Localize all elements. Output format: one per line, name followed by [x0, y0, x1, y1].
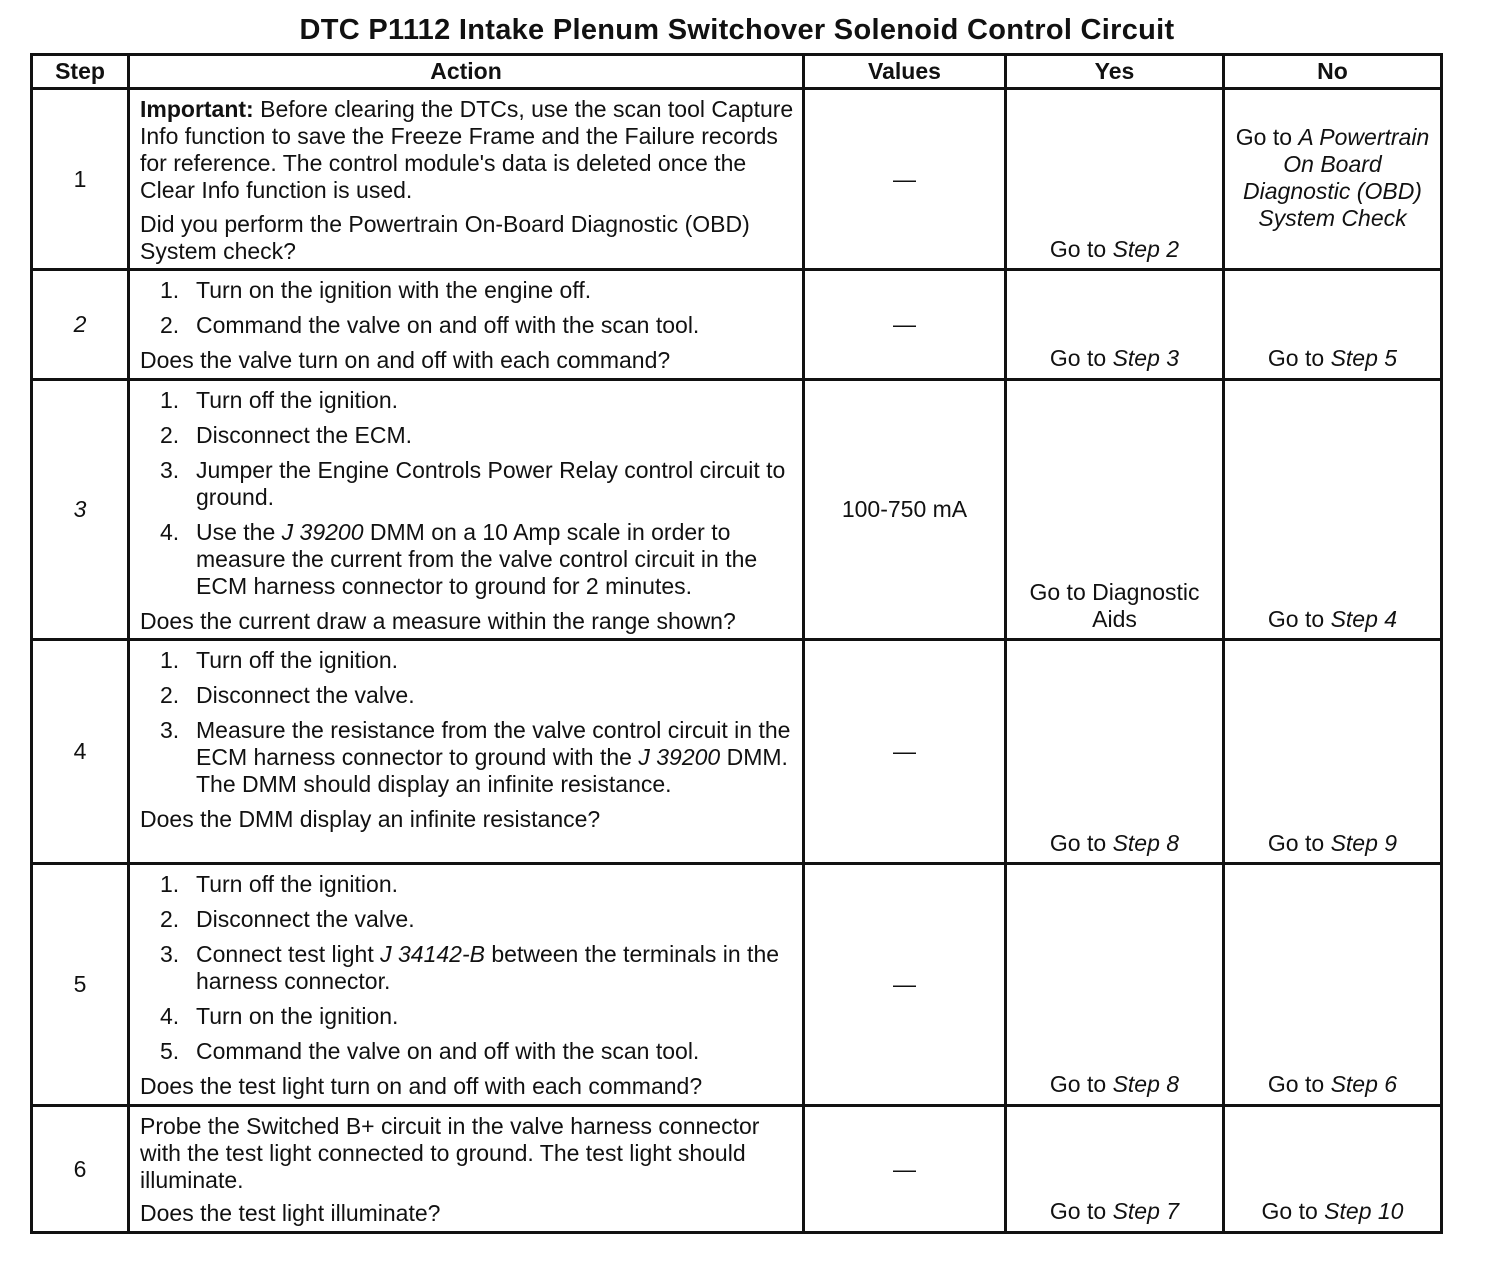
- values-cell: —: [804, 270, 1006, 380]
- action-cell: [129, 380, 804, 640]
- table-row: [32, 1105, 1442, 1233]
- yes-cell: [1006, 1105, 1224, 1233]
- table-row: [32, 380, 1442, 640]
- action-step-item: 3. Measure the resistance from the valve control circuit in the ECM harness connector to ground with the J 39200 DMM. The DMM should display an infinite resistance.: [160, 717, 791, 798]
- action-step-item: 2. Disconnect the valve.: [160, 682, 415, 709]
- document-title: DTC P1112 Intake Plenum Switchover Solenoid Control Circuit: [299, 14, 1175, 46]
- action-steps: [140, 387, 794, 599]
- header-values: Values: [804, 55, 1006, 89]
- action-step-item: 2. Disconnect the valve.: [160, 906, 415, 933]
- values-cell: —: [804, 640, 1006, 864]
- header-no: No: [1224, 55, 1442, 89]
- yes-step-link[interactable]: Step 8: [1112, 1070, 1180, 1097]
- no-step-link[interactable]: Step 9: [1330, 829, 1398, 856]
- action-step-item: 3. Jumper the Engine Controls Power Relay control circuit to ground.: [160, 456, 786, 510]
- action-question: Does the test light illuminate?: [140, 1200, 441, 1227]
- action-cell: [129, 89, 804, 270]
- no-prefix: Go to: [1267, 345, 1325, 372]
- no-prefix: Go to: [1267, 1070, 1325, 1097]
- action-question: Does the DMM display an infinite resistance?: [140, 805, 601, 832]
- values-cell: —: [804, 864, 1006, 1105]
- no-step-link[interactable]: Step 6: [1330, 1070, 1398, 1097]
- action-question: Did you perform the Powertrain On-Board Diagnostic (OBD) System check?: [140, 210, 750, 264]
- action-step-item: 4. Turn on the ignition.: [160, 1003, 399, 1030]
- important-note: [140, 96, 794, 204]
- action-steps: [140, 277, 794, 339]
- tool-reference: J 34142-B: [380, 941, 485, 968]
- table-row: [32, 89, 1442, 270]
- action-step-item: 5. Command the valve on and off with the scan tool.: [160, 1037, 700, 1064]
- values-cell: —: [804, 1105, 1006, 1233]
- action-cell: [129, 864, 804, 1105]
- no-step-link[interactable]: Step 4: [1330, 605, 1398, 632]
- action-cell: [129, 640, 804, 864]
- tool-reference: J 39200: [281, 518, 364, 545]
- action-step-item: 1. Turn off the ignition.: [160, 647, 399, 674]
- action-question: Does the valve turn on and off with each command?: [140, 347, 671, 374]
- yes-step-link[interactable]: Step 2: [1112, 235, 1180, 262]
- diagnostic-table: [30, 53, 1443, 1234]
- action-cell: [129, 270, 804, 380]
- no-cell: [1224, 89, 1442, 270]
- header-action: Action: [129, 55, 804, 89]
- action-question: Does the test light turn on and off with each command?: [140, 1072, 703, 1099]
- action-question: Does the current draw a measure within the range shown?: [140, 607, 736, 634]
- no-cell: [1224, 640, 1442, 864]
- step-number: 6: [32, 1105, 129, 1233]
- step-number: 3: [32, 380, 129, 640]
- yes-prefix: Go to: [1049, 1198, 1107, 1225]
- no-prefix: Go to: [1235, 124, 1293, 150]
- no-cell: [1224, 864, 1442, 1105]
- action-step-item: 2. Command the valve on and off with the scan tool.: [160, 312, 700, 339]
- yes-step-link[interactable]: Step 8: [1112, 829, 1180, 856]
- header-step: Step: [32, 55, 129, 89]
- yes-prefix: Go to: [1049, 829, 1107, 856]
- yes-cell: [1006, 380, 1224, 640]
- yes-cell: [1006, 89, 1224, 270]
- action-step-item: 1. Turn off the ignition.: [160, 387, 399, 414]
- action-step-item: 4. Use the J 39200 DMM on a 10 Amp scale in order to measure the current from the valve control circuit in the ECM harness connector to ground for 2 minutes.: [160, 518, 758, 599]
- yes-prefix: Go to: [1049, 345, 1107, 372]
- no-prefix: Go to: [1267, 829, 1325, 856]
- header-row: [32, 55, 1442, 89]
- yes-step-link[interactable]: Step 7: [1112, 1198, 1180, 1225]
- no-step-link[interactable]: Step 5: [1330, 345, 1398, 372]
- table-row: [32, 864, 1442, 1105]
- action-step-item: 3. Connect test light J 34142-B between the terminals in the harness connector.: [160, 941, 780, 995]
- yes-cell: [1006, 640, 1224, 864]
- values-cell: 100-750 mA: [804, 380, 1006, 640]
- action-step-item: 1. Turn on the ignition with the engine off.: [160, 277, 592, 304]
- action-step-item: 1. Turn off the ignition.: [160, 871, 399, 898]
- step-number: 4: [32, 640, 129, 864]
- action-step-item: 2. Disconnect the ECM.: [160, 422, 413, 449]
- yes-prefix: Go to: [1049, 1070, 1107, 1097]
- action-cell: [129, 1105, 804, 1233]
- table-row: [32, 640, 1442, 864]
- step-number: 1: [32, 89, 129, 270]
- no-cell: [1224, 1105, 1442, 1233]
- yes-cell: [1006, 270, 1224, 380]
- important-label: Important:: [140, 96, 254, 122]
- tool-reference: J 39200: [638, 744, 721, 771]
- yes-cell: [1006, 864, 1224, 1105]
- action-steps: [140, 871, 794, 1064]
- action-steps: [140, 647, 794, 798]
- action-text: Probe the Switched B+ circuit in the valve harness connector with the test light connected to ground. The test light should illuminate.: [140, 1112, 760, 1193]
- step-number: 5: [32, 864, 129, 1105]
- no-cell: [1224, 270, 1442, 380]
- yes-prefix: Go to: [1049, 235, 1107, 262]
- table-row: [32, 270, 1442, 380]
- no-step-link[interactable]: A Powertrain On Board Diagnostic (OBD) System Check: [1243, 124, 1430, 231]
- step-number: 2: [32, 270, 129, 380]
- yes-step-link[interactable]: Step 3: [1112, 345, 1180, 372]
- no-step-link[interactable]: Step 10: [1324, 1198, 1404, 1225]
- important-text: Before clearing the DTCs, use the scan tool Capture Info function to save the Freeze Frame and the Failure records for reference. The control module's data is deleted once the Clear Info function is used.: [140, 96, 794, 203]
- no-cell: [1224, 380, 1442, 640]
- header-yes: Yes: [1006, 55, 1224, 89]
- values-cell: —: [804, 89, 1006, 270]
- yes-diagnostic-aids-link[interactable]: Go to Diagnostic Aids: [1029, 578, 1200, 632]
- no-prefix: Go to: [1261, 1198, 1318, 1225]
- no-prefix: Go to: [1267, 605, 1325, 632]
